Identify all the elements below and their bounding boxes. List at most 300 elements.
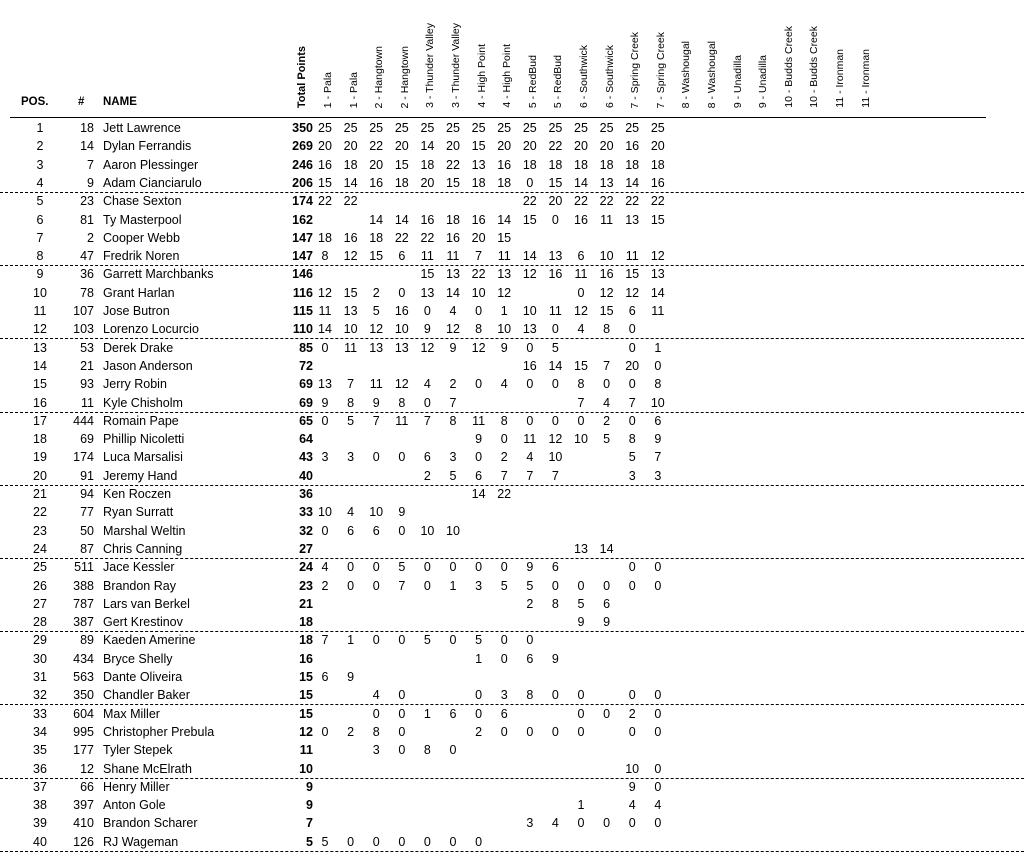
row-moto-score: 0: [500, 432, 508, 447]
table-row: [0, 430, 1024, 448]
table-row: [0, 705, 1024, 723]
row-moto-score: 2: [372, 285, 380, 300]
row-moto-score: 5: [577, 596, 585, 611]
row-moto-score: 3: [372, 743, 380, 758]
row-moto-score: 0: [398, 743, 406, 758]
row-moto-score: 7: [500, 468, 508, 483]
row-moto-score: 5: [347, 413, 355, 428]
row-total-points: 110: [292, 322, 313, 337]
row-moto-score: 2: [475, 724, 483, 739]
row-total-points: 64: [299, 432, 313, 447]
row-rider-name: Jace Kessler: [103, 560, 175, 575]
row-moto-score: 0: [372, 706, 380, 721]
header-moto-13: 7 - Spring Creek: [629, 31, 642, 108]
row-moto-score: 5: [500, 578, 508, 593]
row-position: 38: [33, 798, 47, 813]
row-moto-score: 12: [471, 340, 486, 355]
table-row: [0, 156, 1024, 174]
row-moto-score: 13: [599, 175, 614, 190]
row-rider-number: 995: [73, 724, 94, 739]
row-moto-score: 8: [654, 377, 662, 392]
row-moto-score: 25: [471, 121, 486, 135]
row-moto-score: 8: [475, 322, 483, 337]
row-moto-score: 0: [321, 413, 329, 428]
row-total-points: 5: [306, 834, 313, 849]
table-row: [0, 137, 1024, 155]
row-moto-score: 12: [522, 267, 537, 282]
row-moto-score: 0: [551, 212, 559, 227]
row-moto-score: 10: [318, 505, 332, 520]
row-moto-score: 0: [423, 304, 431, 318]
row-moto-score: 0: [449, 834, 457, 849]
row-moto-score: 0: [654, 560, 662, 575]
row-moto-score: 25: [394, 121, 409, 135]
row-moto-score: 1: [475, 651, 483, 666]
row-rider-number: 50: [80, 523, 94, 538]
row-rider-name: Christopher Prebula: [103, 724, 215, 739]
row-rider-number: 434: [73, 651, 94, 666]
row-moto-score: 9: [347, 670, 355, 684]
row-position: 8: [36, 249, 44, 264]
row-total-points: 246: [292, 157, 313, 172]
table-row: [0, 540, 1024, 559]
row-moto-score: 6: [372, 523, 380, 538]
row-moto-score: 0: [628, 724, 636, 739]
row-moto-score: 18: [318, 230, 332, 245]
row-moto-score: 16: [343, 230, 358, 245]
row-moto-score: 0: [475, 450, 483, 465]
row-moto-score: 7: [449, 395, 457, 410]
table-row: [0, 467, 1024, 486]
row-moto-score: 11: [344, 340, 358, 355]
row-moto-score: 25: [497, 121, 512, 135]
row-moto-score: 2: [423, 468, 431, 483]
row-position: 37: [33, 779, 47, 794]
row-moto-score: 16: [394, 304, 409, 318]
row-rider-number: 397: [73, 798, 94, 813]
row-moto-score: 4: [526, 450, 534, 465]
row-position: 17: [33, 413, 47, 428]
row-rider-number: 350: [73, 688, 94, 703]
table-row: [0, 595, 1024, 613]
row-moto-score: 22: [343, 194, 358, 209]
row-moto-score: 12: [446, 322, 460, 337]
row-moto-score: 13: [343, 304, 358, 318]
table-row: [0, 741, 1024, 759]
row-rider-number: 174: [73, 450, 94, 465]
header-moto-6: 3 - Thunder Valley: [450, 23, 462, 108]
row-moto-score: 0: [372, 578, 380, 593]
row-rider-name: Marshal Weltin: [103, 523, 186, 538]
row-moto-score: 11: [574, 267, 588, 282]
row-moto-score: 6: [654, 413, 662, 428]
row-moto-score: 14: [599, 541, 614, 556]
row-moto-score: 3: [654, 468, 662, 483]
row-rider-name: Kaeden Amerine: [103, 633, 196, 648]
row-moto-score: 4: [321, 560, 329, 575]
row-position: 25: [33, 560, 47, 575]
table-row: [0, 613, 1024, 632]
row-moto-score: 0: [628, 413, 636, 428]
row-rider-number: 81: [80, 212, 94, 227]
row-moto-score: 0: [500, 724, 508, 739]
row-rider-name: Garrett Marchbanks: [103, 267, 214, 282]
row-rider-number: 787: [73, 596, 94, 611]
row-moto-score: 0: [475, 688, 483, 703]
row-moto-score: 5: [423, 633, 431, 648]
row-position: 26: [33, 578, 47, 593]
row-rider-name: Lorenzo Locurcio: [103, 322, 199, 337]
row-moto-score: 7: [603, 358, 611, 373]
row-position: 20: [33, 468, 47, 483]
row-moto-score: 0: [654, 816, 662, 831]
table-row: [0, 412, 1024, 430]
row-rider-number: 14: [80, 139, 94, 154]
row-moto-score: 12: [420, 340, 435, 355]
row-moto-score: 10: [420, 523, 435, 538]
row-moto-score: 0: [551, 322, 559, 337]
row-moto-score: 0: [423, 560, 431, 575]
row-moto-score: 7: [577, 395, 585, 410]
table-row: [0, 357, 1024, 375]
row-position: 13: [33, 340, 47, 355]
row-moto-score: 14: [522, 249, 537, 264]
row-moto-score: 8: [628, 432, 636, 447]
row-moto-score: 13: [650, 267, 665, 282]
row-moto-score: 4: [603, 395, 611, 410]
header-moto-7: 4 - High Point: [475, 44, 488, 108]
row-rider-name: Luca Marsalisi: [103, 450, 183, 465]
row-total-points: 32: [299, 523, 313, 538]
row-moto-score: 6: [423, 450, 431, 465]
table-row: [0, 631, 1024, 649]
table-row: [0, 302, 1024, 320]
row-moto-score: 10: [497, 322, 512, 337]
row-moto-score: 22: [420, 230, 435, 245]
table-row: [0, 119, 1024, 137]
row-moto-score: 0: [321, 523, 329, 538]
row-moto-score: 0: [526, 633, 534, 648]
row-moto-score: 9: [500, 340, 508, 355]
row-moto-score: 1: [654, 340, 662, 355]
row-rider-number: 23: [80, 194, 94, 209]
row-moto-score: 14: [446, 285, 460, 300]
table-row: [0, 503, 1024, 521]
table-row: [0, 265, 1024, 283]
row-moto-score: 4: [372, 688, 380, 703]
row-moto-score: 9: [526, 560, 534, 575]
row-moto-score: 15: [574, 358, 588, 373]
row-rider-name: Romain Pape: [103, 413, 179, 428]
row-moto-score: 0: [603, 578, 611, 593]
row-moto-score: 6: [628, 304, 636, 318]
row-moto-score: 10: [650, 395, 665, 410]
header-moto-1: 1 - Pala: [322, 71, 334, 108]
row-total-points: 85: [299, 340, 313, 355]
row-moto-score: 9: [628, 779, 636, 794]
row-moto-score: 14: [548, 358, 563, 373]
row-moto-score: 0: [423, 395, 431, 410]
row-moto-score: 11: [318, 304, 332, 318]
row-moto-score: 16: [548, 267, 563, 282]
row-total-points: 115: [292, 304, 313, 318]
row-moto-score: 13: [548, 249, 563, 264]
row-moto-score: 0: [526, 340, 534, 355]
row-rider-name: Dylan Ferrandis: [103, 139, 192, 154]
table-row: [0, 558, 1024, 576]
row-moto-score: 11: [651, 304, 665, 318]
row-rider-name: Chandler Baker: [103, 688, 190, 703]
table-row: [0, 174, 1024, 193]
row-moto-score: 16: [574, 212, 588, 227]
table-row: [0, 394, 1024, 413]
row-moto-score: 16: [522, 358, 537, 373]
row-moto-score: 18: [599, 157, 614, 172]
row-position: 19: [33, 450, 47, 465]
row-moto-score: 15: [625, 267, 640, 282]
row-moto-score: 0: [654, 779, 662, 794]
row-moto-score: 25: [548, 121, 563, 135]
row-position: 34: [33, 724, 47, 739]
table-row: [0, 448, 1024, 466]
row-rider-name: Dante Oliveira: [103, 670, 183, 684]
row-rider-name: Kyle Chisholm: [103, 395, 183, 410]
row-rider-number: 604: [73, 706, 94, 721]
row-moto-score: 0: [500, 633, 508, 648]
row-moto-score: 22: [369, 139, 384, 154]
row-moto-score: 0: [449, 560, 457, 575]
row-moto-score: 14: [394, 212, 409, 227]
row-moto-score: 0: [398, 633, 406, 648]
row-rider-number: 444: [73, 413, 94, 428]
row-moto-score: 9: [449, 340, 457, 355]
row-moto-score: 6: [603, 596, 611, 611]
row-total-points: 9: [306, 779, 313, 794]
row-moto-score: 10: [471, 285, 486, 300]
row-position: 16: [33, 395, 47, 410]
row-moto-score: 10: [522, 304, 537, 318]
row-total-points: 15: [299, 688, 313, 703]
row-moto-score: 0: [500, 560, 508, 575]
row-rider-number: 77: [80, 505, 94, 520]
header-moto-11: 6 - Southwick: [578, 44, 590, 108]
row-moto-score: 0: [398, 523, 406, 538]
row-moto-score: 13: [471, 157, 486, 172]
row-moto-score: 16: [369, 175, 384, 190]
row-rider-name: Henry Miller: [103, 779, 170, 794]
row-moto-score: 0: [654, 724, 662, 739]
row-moto-score: 15: [446, 175, 460, 190]
row-position: 2: [36, 139, 44, 154]
row-moto-score: 13: [318, 377, 332, 392]
row-rider-number: 89: [80, 633, 94, 648]
table-row: [0, 723, 1024, 741]
row-moto-score: 7: [398, 578, 406, 593]
row-moto-score: 20: [497, 139, 512, 154]
row-rider-name: Adam Cianciarulo: [103, 175, 202, 190]
row-moto-score: 15: [394, 157, 409, 172]
row-moto-score: 22: [599, 194, 614, 209]
row-moto-score: 3: [526, 816, 534, 831]
row-moto-score: 0: [475, 560, 483, 575]
row-moto-score: 6: [526, 651, 534, 666]
row-moto-score: 7: [475, 249, 483, 264]
row-moto-score: 20: [548, 194, 563, 209]
row-moto-score: 13: [369, 340, 384, 355]
row-moto-score: 14: [343, 175, 358, 190]
row-moto-score: 5: [398, 560, 406, 575]
row-moto-score: 0: [423, 834, 431, 849]
row-total-points: 116: [292, 285, 313, 300]
row-moto-score: 10: [343, 322, 358, 337]
row-position: 7: [36, 230, 44, 245]
row-moto-score: 5: [372, 304, 380, 318]
table-row: [0, 247, 1024, 266]
row-moto-score: 0: [449, 633, 457, 648]
row-moto-score: 5: [628, 450, 636, 465]
row-total-points: 15: [299, 706, 313, 721]
row-position: 15: [33, 377, 47, 392]
row-moto-score: 14: [318, 322, 332, 337]
row-moto-score: 12: [343, 249, 358, 264]
row-total-points: 18: [299, 615, 313, 630]
row-moto-score: 4: [347, 505, 355, 520]
header-number: #: [78, 96, 85, 108]
row-moto-score: 6: [475, 468, 483, 483]
row-moto-score: 9: [654, 432, 662, 447]
header-name: NAME: [103, 96, 137, 108]
row-moto-score: 25: [446, 121, 460, 135]
table-row: [0, 796, 1024, 814]
row-moto-score: 12: [574, 304, 588, 318]
row-rider-number: 126: [73, 834, 94, 849]
row-moto-score: 15: [548, 175, 563, 190]
row-moto-score: 15: [420, 267, 435, 282]
row-moto-score: 3: [628, 468, 636, 483]
row-moto-score: 22: [318, 194, 332, 209]
table-row: [0, 339, 1024, 357]
row-moto-score: 0: [628, 340, 636, 355]
row-rider-number: 11: [81, 395, 94, 410]
row-moto-score: 16: [599, 267, 614, 282]
row-moto-score: 9: [475, 432, 483, 447]
table-row: [0, 211, 1024, 229]
row-total-points: 206: [292, 175, 313, 190]
row-moto-score: 0: [398, 285, 406, 300]
row-moto-score: 0: [577, 578, 585, 593]
row-rider-number: 563: [73, 670, 94, 684]
row-position: 32: [33, 688, 47, 703]
row-rider-number: 2: [87, 230, 94, 245]
row-rider-name: Jason Anderson: [103, 358, 193, 373]
row-rider-name: Jeremy Hand: [103, 468, 178, 483]
row-moto-score: 0: [628, 322, 636, 337]
row-total-points: 69: [299, 377, 313, 392]
row-rider-name: Lars van Berkel: [103, 596, 190, 611]
row-rider-name: Anton Gole: [103, 798, 166, 813]
header-moto-14: 7 - Spring Creek: [654, 31, 667, 108]
row-moto-score: 0: [398, 834, 406, 849]
row-moto-score: 18: [522, 157, 537, 172]
row-rider-number: 78: [80, 285, 94, 300]
row-moto-score: 7: [372, 413, 380, 428]
row-moto-score: 15: [650, 212, 665, 227]
row-total-points: 7: [306, 816, 313, 831]
row-position: 36: [33, 761, 47, 776]
row-moto-score: 0: [628, 560, 636, 575]
header-moto-15: 8 - Washougal: [680, 40, 693, 108]
row-moto-score: 0: [577, 688, 585, 703]
row-moto-score: 25: [420, 121, 435, 135]
row-total-points: 147: [292, 230, 313, 245]
row-moto-score: 0: [654, 358, 662, 373]
row-moto-score: 0: [423, 578, 431, 593]
row-rider-name: Jose Butron: [103, 304, 170, 318]
row-moto-score: 25: [599, 121, 614, 135]
row-moto-score: 8: [500, 413, 508, 428]
row-moto-score: 0: [475, 834, 483, 849]
row-moto-score: 9: [551, 651, 559, 666]
row-total-points: 65: [299, 413, 313, 428]
row-moto-score: 2: [628, 706, 636, 721]
row-position: 33: [33, 706, 47, 721]
row-position: 10: [33, 285, 47, 300]
row-moto-score: 8: [347, 395, 355, 410]
row-moto-score: 20: [318, 139, 332, 154]
row-moto-score: 5: [526, 578, 534, 593]
row-moto-score: 0: [321, 724, 329, 739]
row-moto-score: 5: [603, 432, 611, 447]
row-rider-name: Jerry Robin: [103, 377, 167, 392]
row-position: 12: [33, 322, 47, 337]
row-moto-score: 0: [551, 413, 559, 428]
row-moto-score: 12: [497, 285, 512, 300]
row-moto-score: 18: [343, 157, 358, 172]
row-position: 9: [36, 267, 44, 282]
row-moto-score: 8: [321, 249, 329, 264]
row-rider-name: Aaron Plessinger: [103, 157, 199, 172]
row-position: 22: [33, 505, 47, 520]
row-moto-score: 1: [577, 798, 585, 813]
row-rider-name: Cooper Webb: [103, 230, 180, 245]
row-moto-score: 18: [497, 175, 512, 190]
row-moto-score: 0: [628, 816, 636, 831]
row-moto-score: 25: [574, 121, 588, 135]
row-moto-score: 2: [526, 596, 534, 611]
row-position: 4: [36, 175, 44, 190]
row-moto-score: 25: [650, 121, 665, 135]
row-moto-score: 20: [369, 157, 384, 172]
row-moto-score: 18: [394, 175, 409, 190]
row-rider-number: 69: [80, 432, 94, 447]
row-moto-score: 13: [420, 285, 435, 300]
row-moto-score: 12: [625, 285, 640, 300]
row-moto-score: 11: [369, 377, 383, 392]
row-rider-name: Fredrik Noren: [103, 249, 180, 264]
row-moto-score: 1: [500, 304, 508, 318]
row-rider-number: 36: [80, 267, 94, 282]
row-moto-score: 12: [318, 285, 332, 300]
row-total-points: 36: [299, 487, 313, 501]
header-moto-10: 5 - RedBud: [552, 54, 565, 108]
row-total-points: 162: [292, 212, 313, 227]
row-moto-score: 9: [398, 505, 406, 520]
row-rider-number: 387: [73, 615, 94, 630]
row-moto-score: 4: [551, 816, 559, 831]
row-moto-score: 0: [603, 706, 611, 721]
row-moto-score: 11: [472, 413, 486, 428]
row-moto-score: 0: [526, 724, 534, 739]
